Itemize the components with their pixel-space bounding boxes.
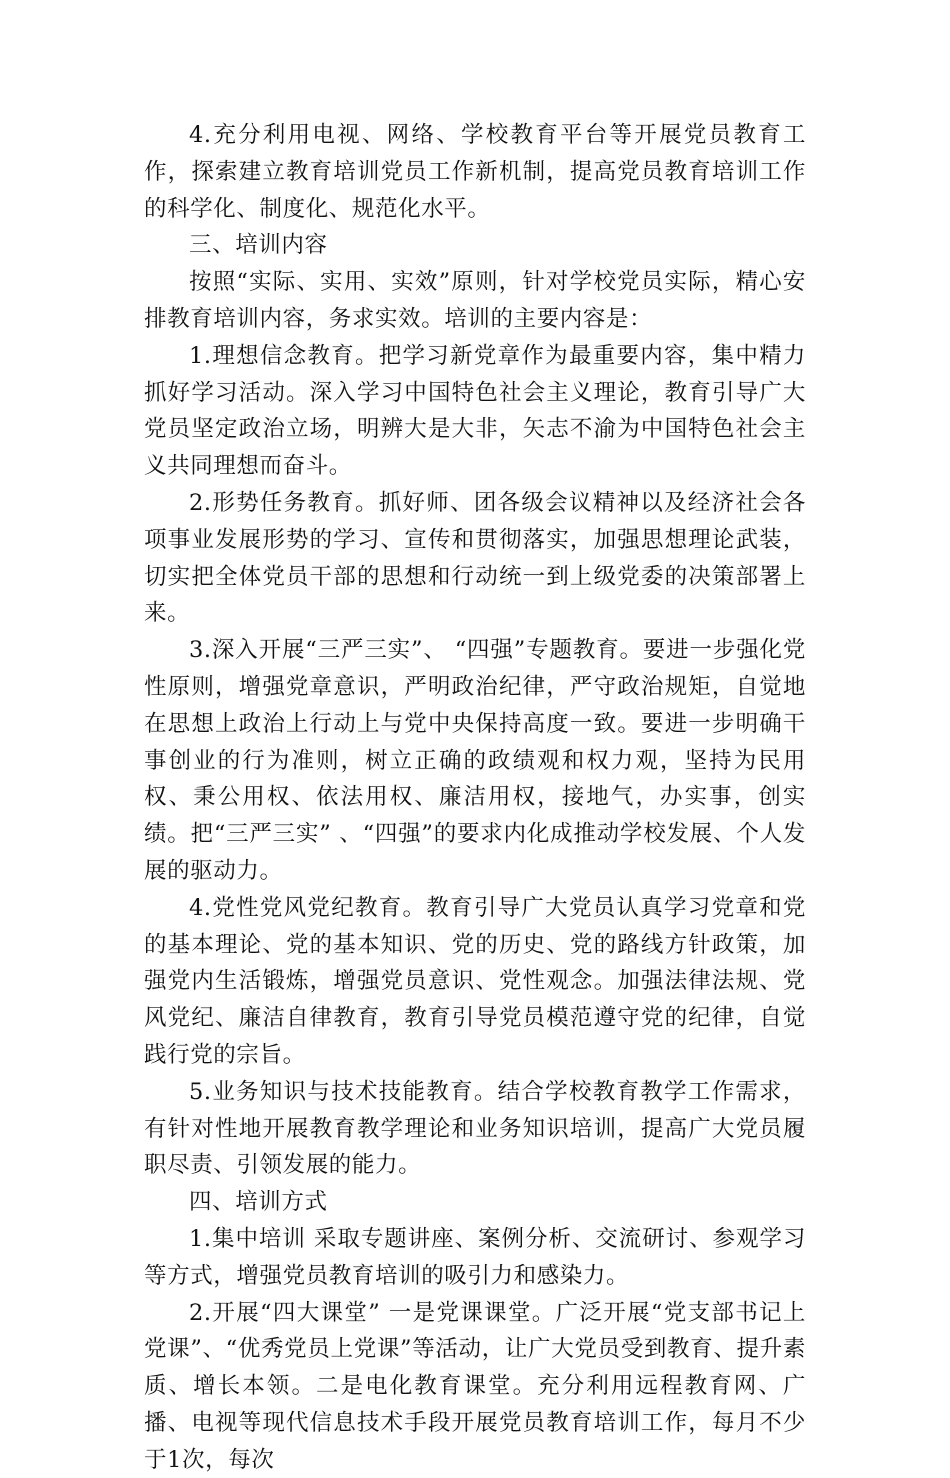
paragraph-ideals-education: 1.理想信念教育。把学习新党章作为最重要内容，集中精力抓好学习活动。深入学习中国特色社会主义理论，教育引导广大党员坚定政治立场，明辨大是大非，矢志不渝为中国特色社会主义共同理想而奋斗。 <box>144 338 806 485</box>
paragraph-skills-education: 5.业务知识与技术技能教育。结合学校教育教学工作需求，有针对性地开展教育教学理论和业务知识培训，提高广大党员履职尽责、引领发展的能力。 <box>144 1074 806 1184</box>
section-heading-training-content: 三、培训内容 <box>144 227 806 264</box>
paragraph-situation-education: 2.形势任务教育。抓好师、团各级会议精神以及经济社会各项事业发展形势的学习、宣传和贯彻落实，加强思想理论武装，切实把全体党员干部的思想和行动统一到上级党委的决策部署上来。 <box>144 485 806 632</box>
section-heading-training-methods: 四、培训方式 <box>144 1184 806 1221</box>
paragraph-centralized-training: 1.集中培训 采取专题讲座、案例分析、交流研讨、参观学习等方式，增强党员教育培训的吸引力和感染力。 <box>144 1221 806 1295</box>
paragraph-party-discipline-education: 4.党性党风党纪教育。教育引导广大党员认真学习党章和党的基本理论、党的基本知识、党的历史、党的路线方针政策，加强党内生活锻炼，增强党员意识、党性观念。加强法律法规、党风党纪、廉洁自律教育，教育引导党员模范遵守党的纪律，自觉践行党的宗旨。 <box>144 890 806 1074</box>
paragraph-content-principle: 按照“实际、实用、实效”原则，针对学校党员实际，精心安排教育培训内容，务求实效。培训的主要内容是： <box>144 264 806 338</box>
paragraph-four-classrooms: 2.开展“四大课堂” 一是党课课堂。广泛开展“党支部书记上党课”、“优秀党员上党课”等活动，让广大党员受到教育、提升素质、增长本领。二是电化教育课堂。充分利用远程教育网、广播、电视等现代信息技术手段开展党员教育培训工作，每月不少于1次，每次 <box>144 1295 806 1478</box>
paragraph-item-4-platforms: 4.充分利用电视、网络、学校教育平台等开展党员教育工作，探索建立教育培训党员工作新机制，提高党员教育培训工作的科学化、制度化、规范化水平。 <box>144 117 806 227</box>
paragraph-three-strict-education: 3.深入开展“三严三实”、 “四强”专题教育。要进一步强化党性原则，增强党章意识，严明政治纪律，严守政治规矩，自觉地在思想上政治上行动上与党中央保持高度一致。要进一步明确干事创业的行为准则，树立正确的政绩观和权力观，坚持为民用权、秉公用权、依法用权、廉洁用权，接地气，办实事，创实绩。把“三严三实” 、“四强”的要求内化成推动学校发展、个人发展的驱动力。 <box>144 632 806 890</box>
document-body <box>144 117 806 1478</box>
